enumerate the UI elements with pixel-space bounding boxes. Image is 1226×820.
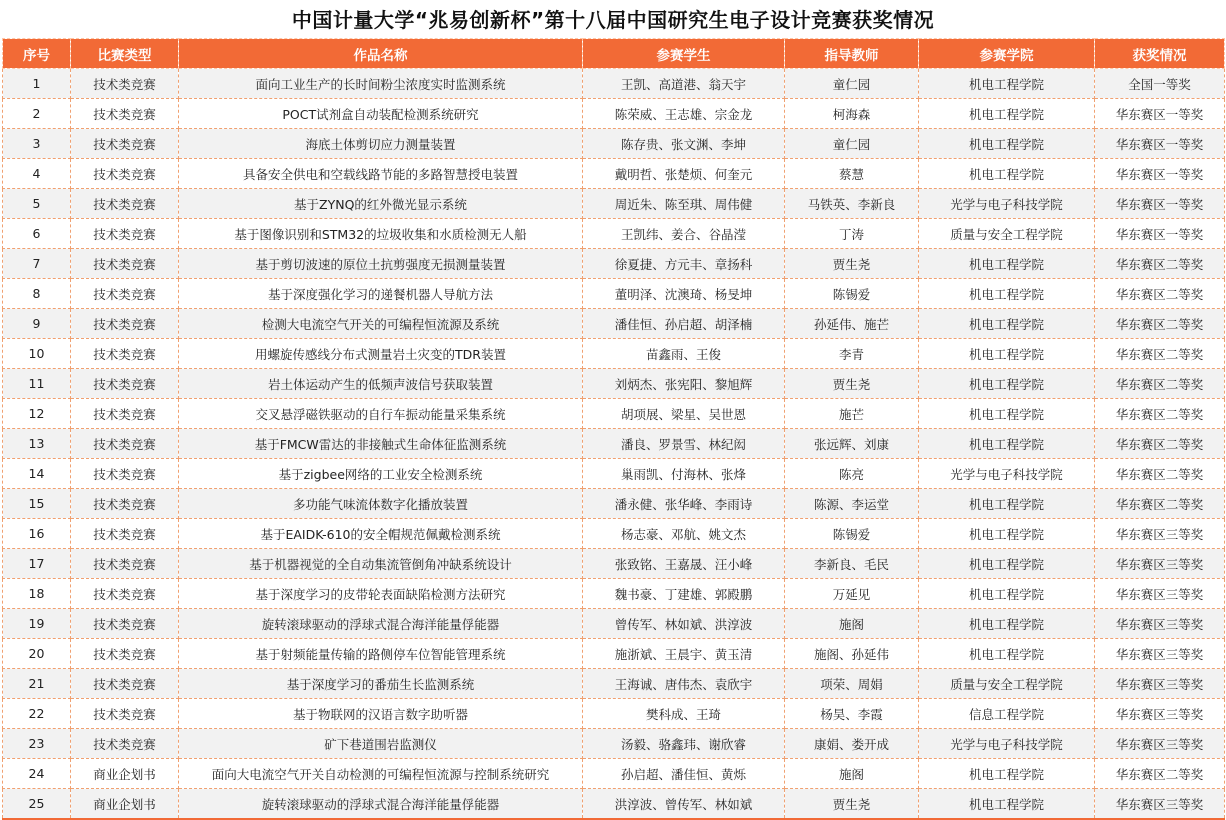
cell-work-title: 岩土体运动产生的低频声波信号获取装置 bbox=[179, 369, 583, 399]
cell-college: 机电工程学院 bbox=[919, 579, 1095, 609]
cell-competition-type: 技术类竞赛 bbox=[71, 699, 179, 729]
cell-index: 11 bbox=[3, 369, 71, 399]
cell-college: 机电工程学院 bbox=[919, 789, 1095, 820]
cell-college: 机电工程学院 bbox=[919, 249, 1095, 279]
cell-advisors: 孙延伟、施芒 bbox=[785, 309, 919, 339]
page-title: 中国计量大学“兆易创新杯”第十八届中国研究生电子设计竞赛获奖情况 bbox=[291, 8, 935, 32]
table-row bbox=[3, 69, 1225, 99]
cell-work-title: 基于深度学习的番茄生长监测系统 bbox=[179, 669, 583, 699]
cell-advisors: 张远辉、刘康 bbox=[785, 429, 919, 459]
cell-index: 17 bbox=[3, 549, 71, 579]
cell-work-title: 基于机器视觉的全自动集流管倒角冲缺系统设计 bbox=[179, 549, 583, 579]
cell-index: 19 bbox=[3, 609, 71, 639]
cell-work-title: 多功能气味流体数字化播放装置 bbox=[179, 489, 583, 519]
cell-award: 华东赛区一等奖 bbox=[1095, 159, 1225, 189]
header-index: 序号 bbox=[3, 39, 71, 69]
cell-index: 22 bbox=[3, 699, 71, 729]
cell-advisors: 施阁、孙延伟 bbox=[785, 639, 919, 669]
cell-index: 6 bbox=[3, 219, 71, 249]
cell-index: 10 bbox=[3, 339, 71, 369]
cell-competition-type: 技术类竞赛 bbox=[71, 279, 179, 309]
cell-competition-type: 技术类竞赛 bbox=[71, 489, 179, 519]
cell-students: 周近朱、陈至琪、周伟健 bbox=[583, 189, 785, 219]
header-competition-type: 比赛类型 bbox=[71, 39, 179, 69]
cell-work-title: 旋转滚球驱动的浮球式混合海洋能量俘能器 bbox=[179, 609, 583, 639]
table-row bbox=[3, 369, 1225, 399]
cell-work-title: 基于zigbee网络的工业安全检测系统 bbox=[179, 459, 583, 489]
cell-index: 4 bbox=[3, 159, 71, 189]
cell-advisors: 贾生尧 bbox=[785, 369, 919, 399]
cell-index: 16 bbox=[3, 519, 71, 549]
cell-college: 信息工程学院 bbox=[919, 699, 1095, 729]
cell-advisors: 李青 bbox=[785, 339, 919, 369]
awards-table bbox=[2, 38, 1225, 820]
cell-index: 1 bbox=[3, 69, 71, 99]
cell-award: 华东赛区三等奖 bbox=[1095, 729, 1225, 759]
cell-award: 华东赛区二等奖 bbox=[1095, 309, 1225, 339]
cell-competition-type: 技术类竞赛 bbox=[71, 579, 179, 609]
cell-index: 12 bbox=[3, 399, 71, 429]
cell-college: 机电工程学院 bbox=[919, 99, 1095, 129]
cell-index: 5 bbox=[3, 189, 71, 219]
cell-students: 巢雨凯、付海林、张烽 bbox=[583, 459, 785, 489]
table-row bbox=[3, 519, 1225, 549]
cell-index: 21 bbox=[3, 669, 71, 699]
cell-students: 潘永健、张华峰、李雨诗 bbox=[583, 489, 785, 519]
cell-advisors: 陈源、李运堂 bbox=[785, 489, 919, 519]
cell-students: 施浙斌、王晨宇、黄玉清 bbox=[583, 639, 785, 669]
cell-students: 陈荣威、王志雄、宗金龙 bbox=[583, 99, 785, 129]
cell-index: 7 bbox=[3, 249, 71, 279]
cell-award: 华东赛区三等奖 bbox=[1095, 549, 1225, 579]
table-row bbox=[3, 459, 1225, 489]
cell-students: 魏书豪、丁建雄、郭殿鹏 bbox=[583, 579, 785, 609]
cell-index: 3 bbox=[3, 129, 71, 159]
cell-students: 曾传军、林如斌、洪淳波 bbox=[583, 609, 785, 639]
cell-index: 24 bbox=[3, 759, 71, 789]
cell-students: 陈存贵、张文渊、李坤 bbox=[583, 129, 785, 159]
cell-award: 华东赛区二等奖 bbox=[1095, 249, 1225, 279]
cell-award: 华东赛区二等奖 bbox=[1095, 429, 1225, 459]
cell-college: 机电工程学院 bbox=[919, 639, 1095, 669]
cell-college: 机电工程学院 bbox=[919, 519, 1095, 549]
cell-students: 苗鑫雨、王俊 bbox=[583, 339, 785, 369]
cell-college: 光学与电子科技学院 bbox=[919, 189, 1095, 219]
cell-college: 机电工程学院 bbox=[919, 69, 1095, 99]
cell-students: 孙启超、潘佳恒、黄烁 bbox=[583, 759, 785, 789]
table-row bbox=[3, 549, 1225, 579]
cell-college: 机电工程学院 bbox=[919, 339, 1095, 369]
cell-award: 华东赛区二等奖 bbox=[1095, 279, 1225, 309]
cell-students: 樊科成、王琦 bbox=[583, 699, 785, 729]
cell-index: 15 bbox=[3, 489, 71, 519]
header-advisors: 指导教师 bbox=[785, 39, 919, 69]
cell-advisors: 项荣、周娟 bbox=[785, 669, 919, 699]
header-work-title: 作品名称 bbox=[179, 39, 583, 69]
table-row bbox=[3, 699, 1225, 729]
cell-college: 质量与安全工程学院 bbox=[919, 219, 1095, 249]
cell-award: 华东赛区三等奖 bbox=[1095, 669, 1225, 699]
cell-college: 机电工程学院 bbox=[919, 309, 1095, 339]
cell-advisors: 童仁园 bbox=[785, 129, 919, 159]
cell-work-title: 基于EAIDK-610的安全帽规范佩戴检测系统 bbox=[179, 519, 583, 549]
cell-index: 2 bbox=[3, 99, 71, 129]
table-row bbox=[3, 429, 1225, 459]
cell-work-title: 基于剪切波速的原位土抗剪强度无损测量装置 bbox=[179, 249, 583, 279]
cell-award: 华东赛区一等奖 bbox=[1095, 219, 1225, 249]
cell-advisors: 陈锡爱 bbox=[785, 519, 919, 549]
cell-work-title: 基于射频能量传输的路侧停车位智能管理系统 bbox=[179, 639, 583, 669]
cell-work-title: 基于图像识别和STM32的垃圾收集和水质检测无人船 bbox=[179, 219, 583, 249]
table-row bbox=[3, 609, 1225, 639]
table-row bbox=[3, 129, 1225, 159]
cell-advisors: 马铁英、李新良 bbox=[785, 189, 919, 219]
table-row bbox=[3, 99, 1225, 129]
cell-index: 18 bbox=[3, 579, 71, 609]
cell-competition-type: 技术类竞赛 bbox=[71, 189, 179, 219]
cell-work-title: 面向大电流空气开关自动检测的可编程恒流源与控制系统研究 bbox=[179, 759, 583, 789]
table-row bbox=[3, 249, 1225, 279]
table-header-row bbox=[3, 39, 1225, 69]
cell-work-title: 交叉悬浮磁铁驱动的自行车振动能量采集系统 bbox=[179, 399, 583, 429]
cell-college: 机电工程学院 bbox=[919, 159, 1095, 189]
cell-competition-type: 技术类竞赛 bbox=[71, 99, 179, 129]
cell-college: 机电工程学院 bbox=[919, 279, 1095, 309]
cell-students: 杨志豪、邓航、姚文杰 bbox=[583, 519, 785, 549]
cell-advisors: 李新良、毛民 bbox=[785, 549, 919, 579]
cell-competition-type: 技术类竞赛 bbox=[71, 549, 179, 579]
cell-students: 洪淳波、曾传军、林如斌 bbox=[583, 789, 785, 820]
cell-students: 王海诚、唐伟杰、袁欣宇 bbox=[583, 669, 785, 699]
table-row bbox=[3, 189, 1225, 219]
table-row bbox=[3, 309, 1225, 339]
cell-advisors: 施阁 bbox=[785, 759, 919, 789]
cell-students: 徐夏捷、方元丰、章扬科 bbox=[583, 249, 785, 279]
cell-index: 25 bbox=[3, 789, 71, 820]
cell-work-title: 具备安全供电和空载线路节能的多路智慧授电装置 bbox=[179, 159, 583, 189]
cell-work-title: 用螺旋传感线分布式测量岩土灾变的TDR装置 bbox=[179, 339, 583, 369]
cell-work-title: 矿下巷道围岩监测仪 bbox=[179, 729, 583, 759]
cell-advisors: 施阁 bbox=[785, 609, 919, 639]
cell-work-title: 基于深度强化学习的递餐机器人导航方法 bbox=[179, 279, 583, 309]
cell-competition-type: 技术类竞赛 bbox=[71, 729, 179, 759]
cell-work-title: 检测大电流空气开关的可编程恒流源及系统 bbox=[179, 309, 583, 339]
cell-work-title: POCT试剂盒自动装配检测系统研究 bbox=[179, 99, 583, 129]
cell-award: 华东赛区一等奖 bbox=[1095, 189, 1225, 219]
cell-advisors: 贾生尧 bbox=[785, 249, 919, 279]
cell-competition-type: 技术类竞赛 bbox=[71, 69, 179, 99]
cell-award: 华东赛区二等奖 bbox=[1095, 369, 1225, 399]
table-row bbox=[3, 579, 1225, 609]
table-row bbox=[3, 669, 1225, 699]
cell-work-title: 面向工业生产的长时间粉尘浓度实时监测系统 bbox=[179, 69, 583, 99]
cell-award: 华东赛区二等奖 bbox=[1095, 459, 1225, 489]
cell-award: 华东赛区三等奖 bbox=[1095, 519, 1225, 549]
cell-competition-type: 商业企划书 bbox=[71, 759, 179, 789]
cell-advisors: 施芒 bbox=[785, 399, 919, 429]
cell-competition-type: 技术类竞赛 bbox=[71, 609, 179, 639]
table-row bbox=[3, 489, 1225, 519]
cell-award: 全国一等奖 bbox=[1095, 69, 1225, 99]
cell-college: 机电工程学院 bbox=[919, 399, 1095, 429]
cell-college: 机电工程学院 bbox=[919, 549, 1095, 579]
cell-award: 华东赛区二等奖 bbox=[1095, 759, 1225, 789]
cell-award: 华东赛区一等奖 bbox=[1095, 99, 1225, 129]
cell-award: 华东赛区三等奖 bbox=[1095, 609, 1225, 639]
cell-competition-type: 技术类竞赛 bbox=[71, 129, 179, 159]
cell-competition-type: 技术类竞赛 bbox=[71, 249, 179, 279]
cell-work-title: 基于ZYNQ的红外微光显示系统 bbox=[179, 189, 583, 219]
cell-competition-type: 商业企划书 bbox=[71, 789, 179, 820]
cell-advisors: 童仁园 bbox=[785, 69, 919, 99]
cell-award: 华东赛区二等奖 bbox=[1095, 489, 1225, 519]
cell-index: 13 bbox=[3, 429, 71, 459]
header-award: 获奖情况 bbox=[1095, 39, 1225, 69]
table-row bbox=[3, 399, 1225, 429]
cell-students: 汤毅、骆鑫玮、谢欣睿 bbox=[583, 729, 785, 759]
cell-college: 机电工程学院 bbox=[919, 489, 1095, 519]
table-row bbox=[3, 279, 1225, 309]
cell-advisors: 陈亮 bbox=[785, 459, 919, 489]
cell-index: 9 bbox=[3, 309, 71, 339]
cell-students: 张致铭、王嘉晟、汪小峰 bbox=[583, 549, 785, 579]
cell-advisors: 康娟、娄开成 bbox=[785, 729, 919, 759]
cell-competition-type: 技术类竞赛 bbox=[71, 369, 179, 399]
table-row bbox=[3, 219, 1225, 249]
cell-award: 华东赛区三等奖 bbox=[1095, 579, 1225, 609]
table-row bbox=[3, 159, 1225, 189]
cell-advisors: 贾生尧 bbox=[785, 789, 919, 820]
cell-college: 机电工程学院 bbox=[919, 609, 1095, 639]
cell-competition-type: 技术类竞赛 bbox=[71, 399, 179, 429]
cell-competition-type: 技术类竞赛 bbox=[71, 639, 179, 669]
cell-students: 戴明哲、张楚烦、何奎元 bbox=[583, 159, 785, 189]
cell-work-title: 海底土体剪切应力测量装置 bbox=[179, 129, 583, 159]
cell-advisors: 杨昊、李霞 bbox=[785, 699, 919, 729]
cell-college: 质量与安全工程学院 bbox=[919, 669, 1095, 699]
cell-competition-type: 技术类竞赛 bbox=[71, 519, 179, 549]
cell-award: 华东赛区三等奖 bbox=[1095, 699, 1225, 729]
cell-students: 刘炳杰、张宪阳、黎旭辉 bbox=[583, 369, 785, 399]
cell-students: 胡项展、梁星、吴世恩 bbox=[583, 399, 785, 429]
cell-competition-type: 技术类竞赛 bbox=[71, 339, 179, 369]
cell-students: 王凯、高道港、翁天宇 bbox=[583, 69, 785, 99]
cell-index: 23 bbox=[3, 729, 71, 759]
cell-students: 潘佳恒、孙启超、胡泽楠 bbox=[583, 309, 785, 339]
cell-work-title: 基于物联网的汉语言数字助听器 bbox=[179, 699, 583, 729]
cell-competition-type: 技术类竞赛 bbox=[71, 309, 179, 339]
cell-index: 8 bbox=[3, 279, 71, 309]
cell-competition-type: 技术类竞赛 bbox=[71, 459, 179, 489]
cell-college: 机电工程学院 bbox=[919, 369, 1095, 399]
cell-college: 光学与电子科技学院 bbox=[919, 459, 1095, 489]
cell-students: 潘良、罗景雪、林纪闳 bbox=[583, 429, 785, 459]
header-students: 参赛学生 bbox=[583, 39, 785, 69]
cell-index: 20 bbox=[3, 639, 71, 669]
header-college: 参赛学院 bbox=[919, 39, 1095, 69]
table-row bbox=[3, 639, 1225, 669]
cell-work-title: 基于深度学习的皮带轮表面缺陷检测方法研究 bbox=[179, 579, 583, 609]
cell-award: 华东赛区二等奖 bbox=[1095, 339, 1225, 369]
table-row bbox=[3, 759, 1225, 789]
cell-work-title: 旋转滚球驱动的浮球式混合海洋能量俘能器 bbox=[179, 789, 583, 820]
cell-college: 机电工程学院 bbox=[919, 759, 1095, 789]
cell-award: 华东赛区三等奖 bbox=[1095, 789, 1225, 820]
cell-award: 华东赛区三等奖 bbox=[1095, 639, 1225, 669]
table-row bbox=[3, 729, 1225, 759]
cell-competition-type: 技术类竞赛 bbox=[71, 669, 179, 699]
table-row bbox=[3, 789, 1225, 820]
cell-competition-type: 技术类竞赛 bbox=[71, 159, 179, 189]
cell-college: 光学与电子科技学院 bbox=[919, 729, 1095, 759]
cell-award: 华东赛区二等奖 bbox=[1095, 399, 1225, 429]
cell-advisors: 丁涛 bbox=[785, 219, 919, 249]
cell-competition-type: 技术类竞赛 bbox=[71, 429, 179, 459]
cell-advisors: 陈锡爱 bbox=[785, 279, 919, 309]
cell-award: 华东赛区一等奖 bbox=[1095, 129, 1225, 159]
cell-college: 机电工程学院 bbox=[919, 429, 1095, 459]
cell-advisors: 柯海森 bbox=[785, 99, 919, 129]
cell-index: 14 bbox=[3, 459, 71, 489]
cell-advisors: 万延见 bbox=[785, 579, 919, 609]
cell-students: 董明泽、沈澳琦、杨旻坤 bbox=[583, 279, 785, 309]
table-row bbox=[3, 339, 1225, 369]
cell-work-title: 基于FMCW雷达的非接触式生命体征监测系统 bbox=[179, 429, 583, 459]
cell-students: 王凯纬、姜合、谷晶滢 bbox=[583, 219, 785, 249]
cell-competition-type: 技术类竞赛 bbox=[71, 219, 179, 249]
cell-college: 机电工程学院 bbox=[919, 129, 1095, 159]
cell-advisors: 蔡慧 bbox=[785, 159, 919, 189]
